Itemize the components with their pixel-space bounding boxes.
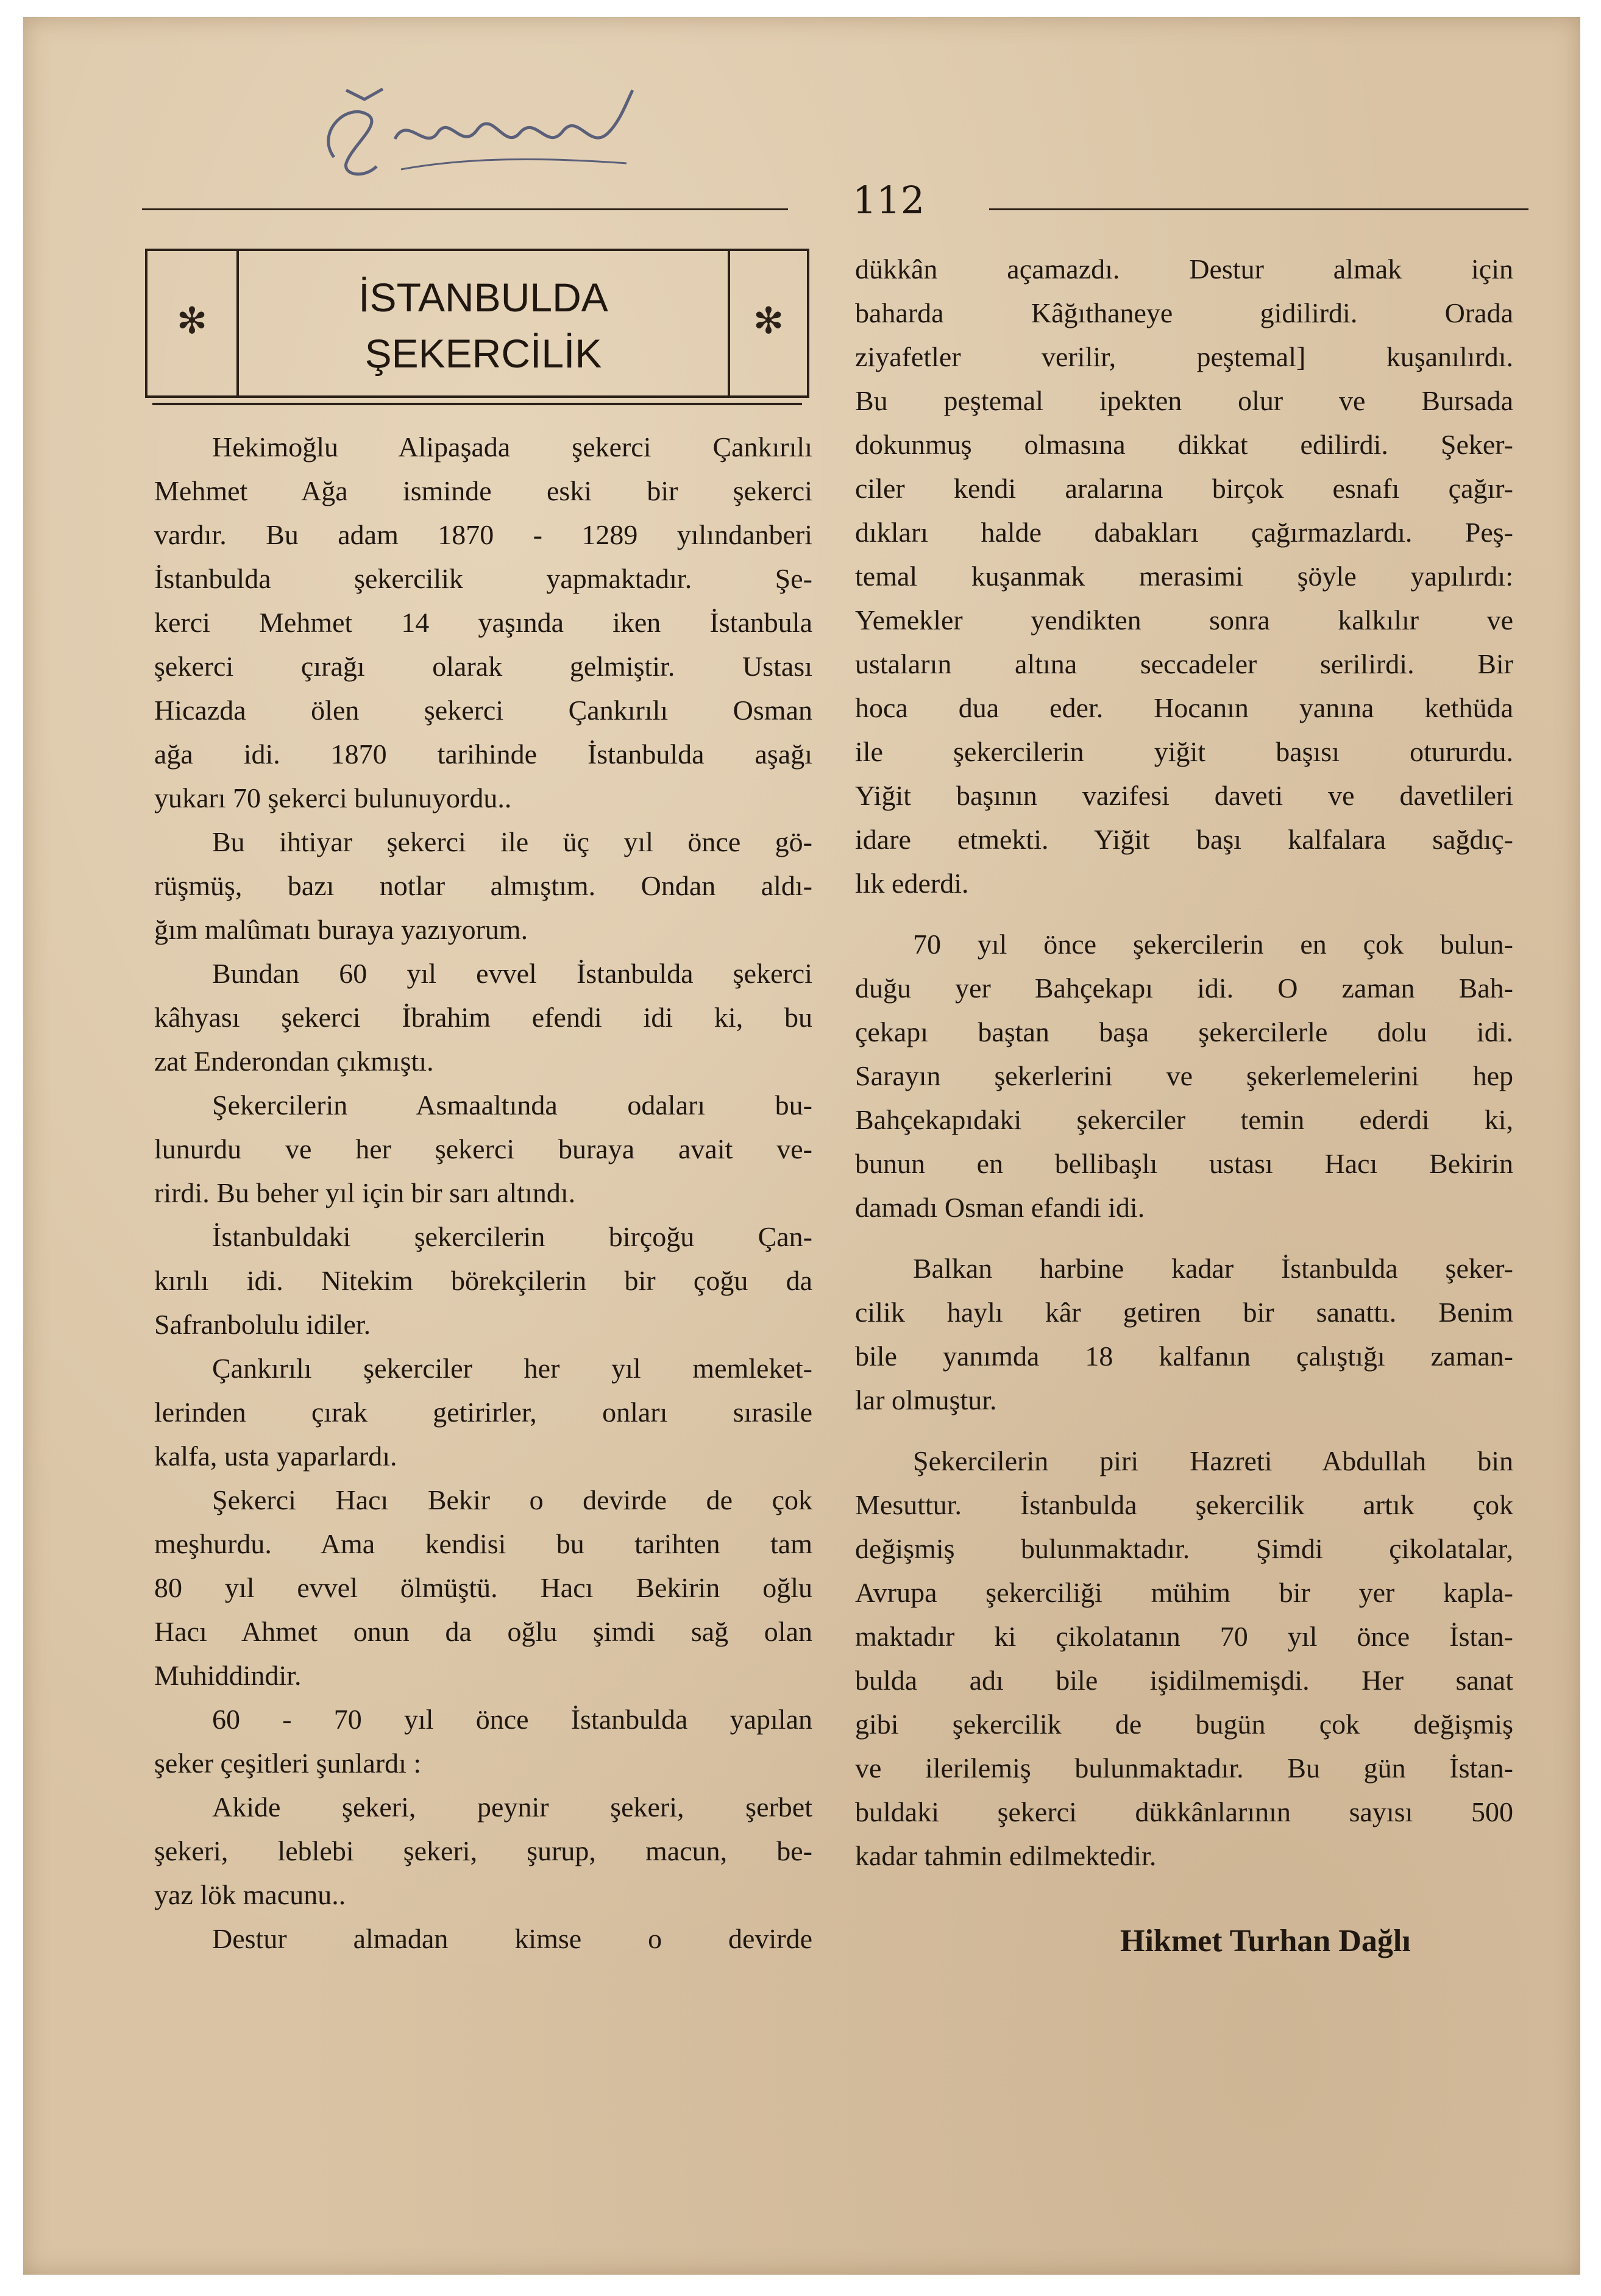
page-header — [142, 178, 1528, 224]
text-line: vardır. Bu adam 1870 - 1289 yılındanberi — [154, 519, 812, 550]
text-line: Bu ihtiyar şekerci ile üç yıl önce gö- — [212, 826, 812, 857]
text-line: Bundan 60 yıl evvel İstanbulda şekerci — [212, 958, 812, 989]
title-ornament-left — [147, 251, 239, 395]
text-line: Hacı Ahmet onun da oğlu şimdi sağ olan — [154, 1616, 812, 1647]
text-line: dokunmuş olmasına dikkat edilirdi. Şeker- — [855, 429, 1513, 460]
text-line: zat Enderondan çıkmıştı. — [154, 1046, 434, 1077]
text-line: Mehmet Ağa isminde eski bir şekerci — [154, 475, 812, 506]
text-line: bulda adı bile işidilmemişdi. Her sanat — [855, 1665, 1513, 1696]
paragraph-gap — [855, 1230, 1513, 1247]
text-line: ile şekercilerin yiğit başısı otururdu. — [855, 736, 1513, 767]
text-line: meşhurdu. Ama kendisi bu tarihten tam — [154, 1528, 812, 1559]
magazine-page — [23, 17, 1580, 2275]
text-line: kalfa, usta yaparlardı. — [154, 1440, 397, 1472]
text-line: rüşmüş, bazı notlar almıştım. Ondan aldı- — [154, 870, 812, 901]
text-line: baharda Kâğıthaneye gidilirdi. Orada — [855, 297, 1513, 328]
text-line: kerci Mehmet 14 yaşında iken İstanbula — [154, 607, 812, 638]
text-line: hoca dua eder. Hocanın yanına kethüda — [855, 692, 1513, 723]
text-line: ve ilerilemiş bulunmaktadır. Bu gün İstan- — [855, 1752, 1513, 1784]
title-ornament-right — [728, 251, 807, 395]
text-line: gibi şekercilik de bugün çok değişmiş — [855, 1709, 1513, 1740]
text-line: maktadır ki çikolatanın 70 yıl önce İstan- — [855, 1621, 1513, 1652]
text-line: Yemekler yendikten sonra kalkılır ve — [855, 604, 1513, 636]
text-line: Muhiddindir. — [154, 1660, 302, 1691]
text-line: Hekimoğlu Alipaşada şekerci Çankırılı — [212, 431, 812, 462]
text-line: ğım malûmatı buraya yazıyorum. — [154, 914, 528, 945]
text-line: Balkan harbine kadar İstanbulda şeker- — [913, 1253, 1513, 1284]
text-line: kâhyası şekerci İbrahim efendi idi ki, bu — [154, 1002, 812, 1033]
text-line: Akide şekeri, peynir şekeri, şerbet — [212, 1791, 812, 1823]
article-column-left — [154, 425, 812, 1961]
text-line: cilik haylı kâr getiren bir sanattı. Benim — [855, 1297, 1513, 1328]
author-signature: Hikmet Turhan Dağlı — [1120, 1924, 1411, 1958]
text-line: dıkları halde dabakları çağırmazlardı. Peş- — [855, 517, 1513, 548]
text-line: Destur almadan kimse o devirde — [212, 1923, 812, 1954]
header-rule-right — [989, 208, 1528, 210]
text-line: temal kuşanmak merasimi şöyle yapılırdı: — [855, 561, 1513, 592]
text-line: ağa idi. 1870 tarihinde İstanbulda aşağı — [154, 739, 812, 770]
text-line: yaz lök macunu.. — [154, 1879, 346, 1910]
text-line: idare etmekti. Yiğit başı kalfalara sağdıç- — [855, 824, 1513, 855]
text-line: Avrupa şekerciliği mühim bir yer kapla- — [855, 1577, 1513, 1608]
text-line: duğu yer Bahçekapı idi. O zaman Bah- — [855, 973, 1513, 1004]
text-line: 80 yıl evvel ölmüştü. Hacı Bekirin oğlu — [154, 1572, 812, 1603]
page-number: 112 — [852, 178, 925, 222]
article-column-right — [855, 247, 1513, 1878]
text-line: ustaların altına seccadeler serilirdi. Bir — [855, 648, 1513, 679]
asterisk-ornament-icon: ✻ — [176, 300, 208, 342]
text-line: ziyafetler verilir, peştemal] kuşanılırdı. — [855, 341, 1513, 372]
text-line: Bahçekapıdaki şekerciler temin ederdi ki, — [855, 1104, 1513, 1135]
text-line: Çankırılı şekerciler her yıl memleket- — [212, 1353, 812, 1384]
text-line: lerinden çırak getirirler, onları sırasile — [154, 1397, 812, 1428]
text-line: çekapı baştan başa şekercilerle dolu idi. — [855, 1016, 1513, 1047]
text-line: kırılı idi. Nitekim börekçilerin bir çoğu da — [154, 1265, 812, 1296]
text-line: kadar tahmin edilmektedir. — [855, 1840, 1157, 1871]
article-title-line1: İSTANBULDA — [358, 275, 608, 320]
handwritten-note-drawing — [310, 66, 651, 188]
paragraph-gap — [855, 1422, 1513, 1439]
text-line: Yiğit başının vazifesi daveti ve davetlileri — [855, 780, 1513, 811]
header-rule-left — [142, 208, 788, 210]
text-line: lunurdu ve her şekerci buraya avait ve- — [154, 1133, 812, 1164]
text-line: damadı Osman efandi idi. — [855, 1192, 1145, 1223]
text-line: lık ederdi. — [855, 868, 969, 899]
text-line: şekerci çırağı olarak gelmiştir. Ustası — [154, 651, 812, 682]
text-line: değişmiş bulunmaktadır. Şimdi çikolatalar, — [855, 1533, 1513, 1564]
text-line: Mesuttur. İstanbulda şekercilik artık çok — [855, 1489, 1513, 1520]
text-line: Sarayın şekerlerini ve şekerlemelerini hep — [855, 1060, 1513, 1091]
text-line: bile yanımda 18 kalfanın çalıştığı zaman- — [855, 1341, 1513, 1372]
text-line: Hicazda ölen şekerci Çankırılı Osman — [154, 695, 812, 726]
article-title-box — [145, 249, 809, 398]
text-line: İstanbulda şekercilik yapmaktadır. Şe- — [154, 563, 812, 594]
text-line: yukarı 70 şekerci bulunuyordu.. — [154, 782, 512, 813]
text-line: buldaki şekerci dükkânlarının sayısı 500 — [855, 1796, 1513, 1827]
article-title-line2: ŞEKERCİLİK — [364, 331, 602, 376]
text-line: Şekerci Hacı Bekir o devirde de çok — [212, 1484, 812, 1515]
text-line: rirdi. Bu beher yıl için bir sarı altındı. — [154, 1177, 576, 1208]
text-line: Şekercilerin Asmaaltında odaları bu- — [212, 1090, 812, 1121]
text-line: Safranbolulu idiler. — [154, 1309, 371, 1340]
text-line: 70 yıl önce şekercilerin en çok bulun- — [913, 929, 1513, 960]
text-line: 60 - 70 yıl önce İstanbulda yapılan — [212, 1704, 812, 1735]
text-line: dükkân açamazdı. Destur almak için — [855, 253, 1513, 285]
asterisk-ornament-icon: ✻ — [753, 300, 784, 342]
text-line: şekeri, leblebi şekeri, şurup, macun, be- — [154, 1835, 812, 1866]
article-title — [239, 269, 728, 381]
text-line: Bu peştemal ipekten olur ve Bursada — [855, 385, 1513, 416]
text-line: lar olmuştur. — [855, 1384, 997, 1416]
text-line: Şekercilerin piri Hazreti Abdullah bin — [913, 1445, 1513, 1476]
paragraph-gap — [855, 905, 1513, 923]
text-line: bunun en bellibaşlı ustası Hacı Bekirin — [855, 1148, 1513, 1179]
text-line: İstanbuldaki şekercilerin birçoğu Çan- — [212, 1221, 812, 1252]
text-line: şeker çeşitleri şunlardı : — [154, 1748, 422, 1779]
text-line: ciler kendi aralarına birçok esnafı çağır- — [855, 473, 1513, 504]
